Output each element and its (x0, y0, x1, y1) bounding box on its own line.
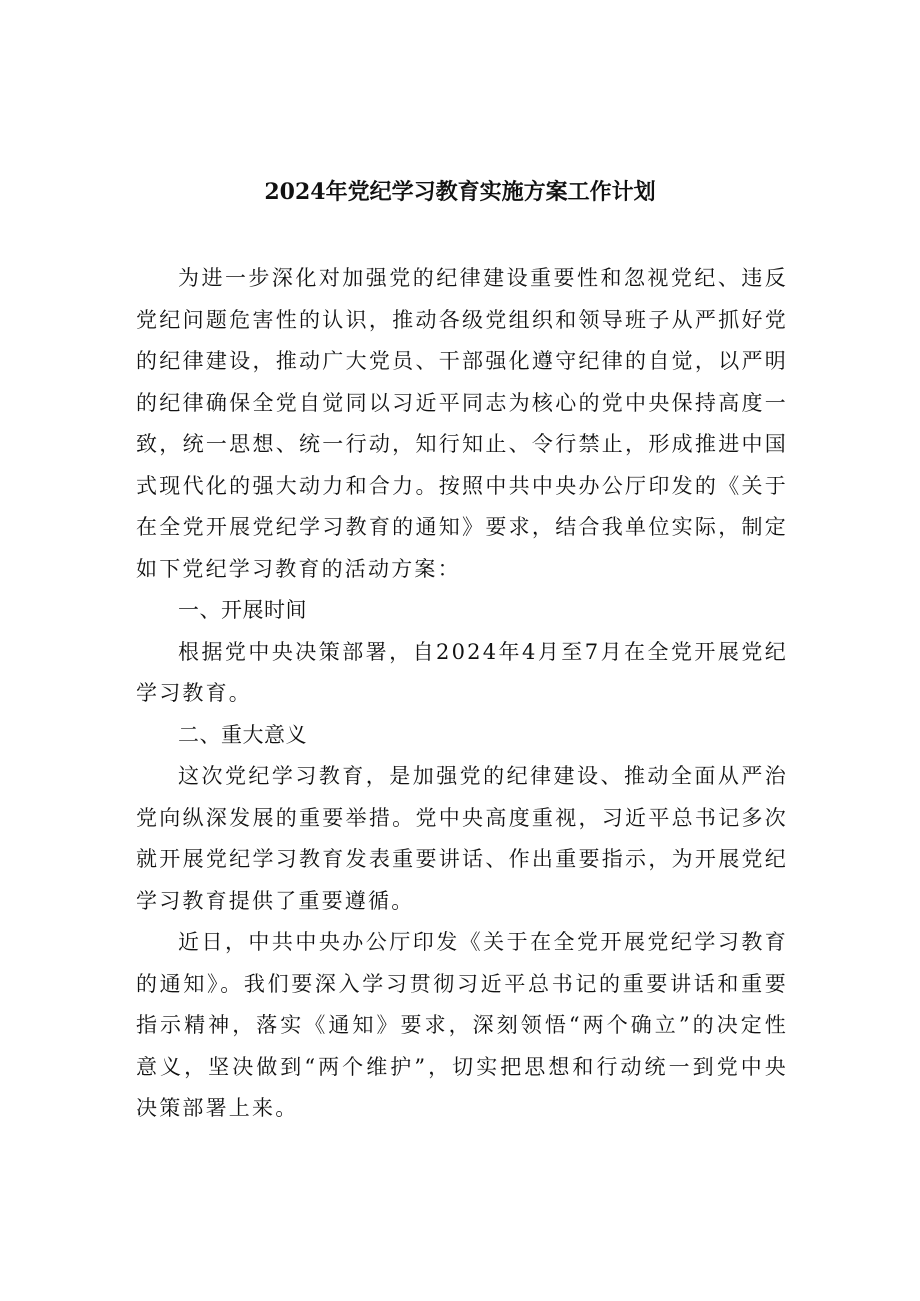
section-time-paragraph: 根据党中央决策部署，自2024年4月至7月在全党开展党纪学习教育。 (136, 639, 788, 705)
section-heading-significance: 二、重大意义 (178, 722, 307, 747)
section-significance-paragraph-1: 这次党纪学习教育，是加强党的纪律建设、推动全面从严治党向纵深发展的重要举措。党中央高度重视，习近平总书记多次就开展党纪学习教育发表重要讲话、作出重要指示，为开展党纪学习教育提供了重要遵循。 (136, 764, 788, 913)
section-heading-time: 一、开展时间 (178, 598, 307, 622)
section-significance-paragraph-2: 近日，中共中央办公厅印发《关于在全党开展党纪学习教育的通知》。我们要深入学习贯彻习近平总书记的重要讲话和重要指示精神，落实《通知》要求，深刻领悟“两个确立”的决定性意义，坚决做到“两个维护”，切实把思想和行动统一到党中央决策部署上来。 (136, 930, 788, 1120)
intro-paragraph: 为进一步深化对加强党的纪律建设重要性和忽视党纪、违反党纪问题危害性的认识，推动各级党组织和领导班子从严抓好党的纪律建设，推动广大党员、干部强化遵守纪律的自觉，以严明的纪律确保全党自觉同以习近平同志为核心的党中央保持高度一致，统一思想、统一行动，知行知止、令行禁止，形成推进中国式现代化的强大动力和合力。按照中共中央办公厅印发的《关于在全党开展党纪学习教育的通知》要求，结合我单位实际，制定如下党纪学习教育的活动方案： (136, 266, 788, 581)
document-title: 2024年党纪学习教育实施方案工作计划 (264, 179, 656, 205)
document-body (136, 258, 788, 1130)
